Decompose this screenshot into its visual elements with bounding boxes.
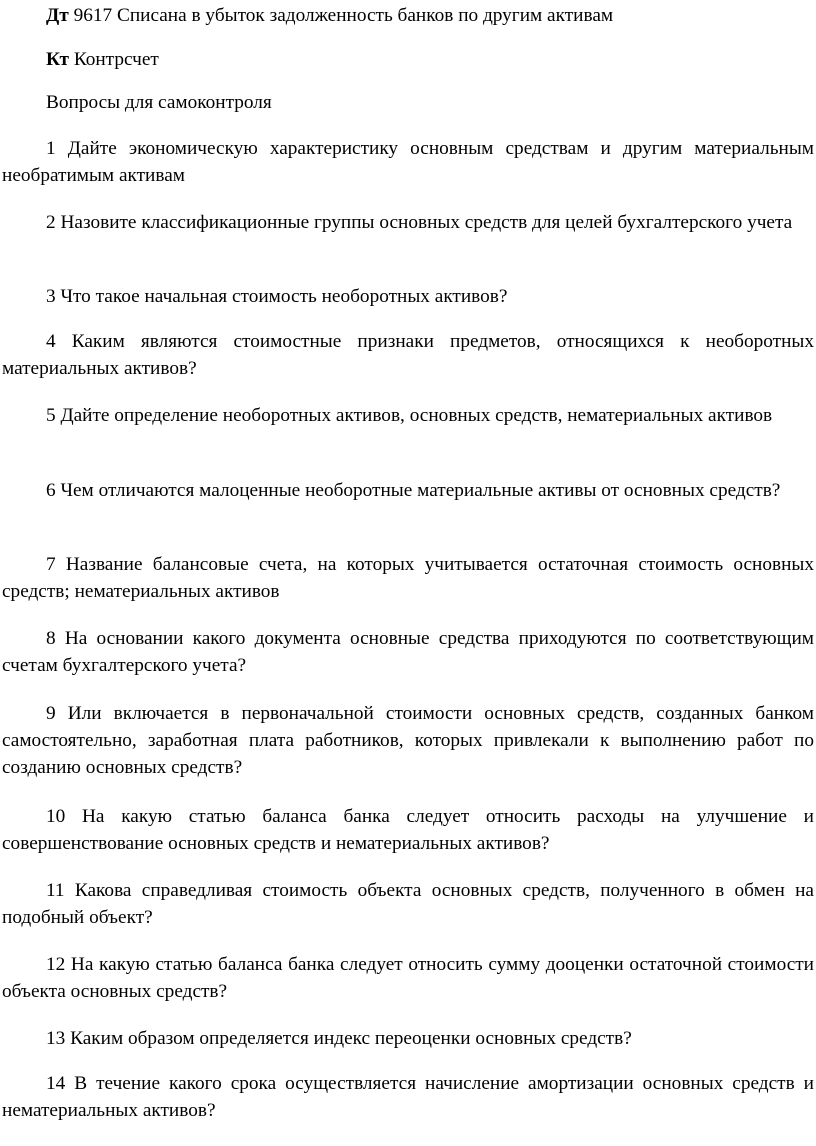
credit-entry xyxy=(2,46,814,73)
question-8: 8 На основании какого документа основные средства приходуются по соответствующим счетам бухгалтерского учета? xyxy=(2,628,814,676)
question-2: 2 Назовите классификационные группы основных средств для целей бухгалтерского учета xyxy=(46,212,793,233)
debit-text: 9617 Списана в убыток задолженность банков по другим активам xyxy=(73,5,614,26)
section-title: Вопросы для самоконтроля xyxy=(46,92,272,113)
question-1: 1 Дайте экономическую характеристику основным средствам и другим материальным необратимым активам xyxy=(2,138,814,186)
question-14: 14 В течение какого срока осуществляется начисление амортизации основных средств и нематериальных активов? xyxy=(2,1073,814,1121)
question-12: 12 На какую статью баланса банка следует относить сумму дооценки остаточной стоимости объекта основных средств? xyxy=(2,954,814,1002)
question-4: 4 Каким являются стоимостные признаки предметов, относящихся к необоротных материальных активов? xyxy=(2,331,814,379)
credit-text: Контрсчет xyxy=(73,49,159,70)
question-10: 10 На какую статью баланса банка следует относить расходы на улучшение и совершенствование основных средств и нематериальных активов? xyxy=(2,806,814,854)
debit-entry xyxy=(2,2,814,29)
question-3: 3 Что такое начальная стоимость необоротных активов? xyxy=(46,286,508,307)
debit-label: Дт xyxy=(46,5,69,26)
question-6: 6 Чем отличаются малоценные необоротные материальные активы от основных средств? xyxy=(46,480,781,501)
question-13: 13 Каким образом определяется индекс переоценки основных средств? xyxy=(46,1028,632,1049)
credit-label: Кт xyxy=(46,49,69,70)
question-9: 9 Или включается в первоначальной стоимости основных средств, созданных банком самостоятельно, заработная плата работников, которых привлекали к выполнению работ по созданию основных средств? xyxy=(2,703,814,778)
question-7: 7 Название балансовые счета, на которых учитывается остаточная стоимость основных средств; нематериальных активов xyxy=(2,554,814,602)
question-11: 11 Какова справедливая стоимость объекта основных средств, полученного в обмен на подобный объект? xyxy=(2,880,814,928)
question-5: 5 Дайте определение необоротных активов, основных средств, нематериальных активов xyxy=(46,405,773,426)
